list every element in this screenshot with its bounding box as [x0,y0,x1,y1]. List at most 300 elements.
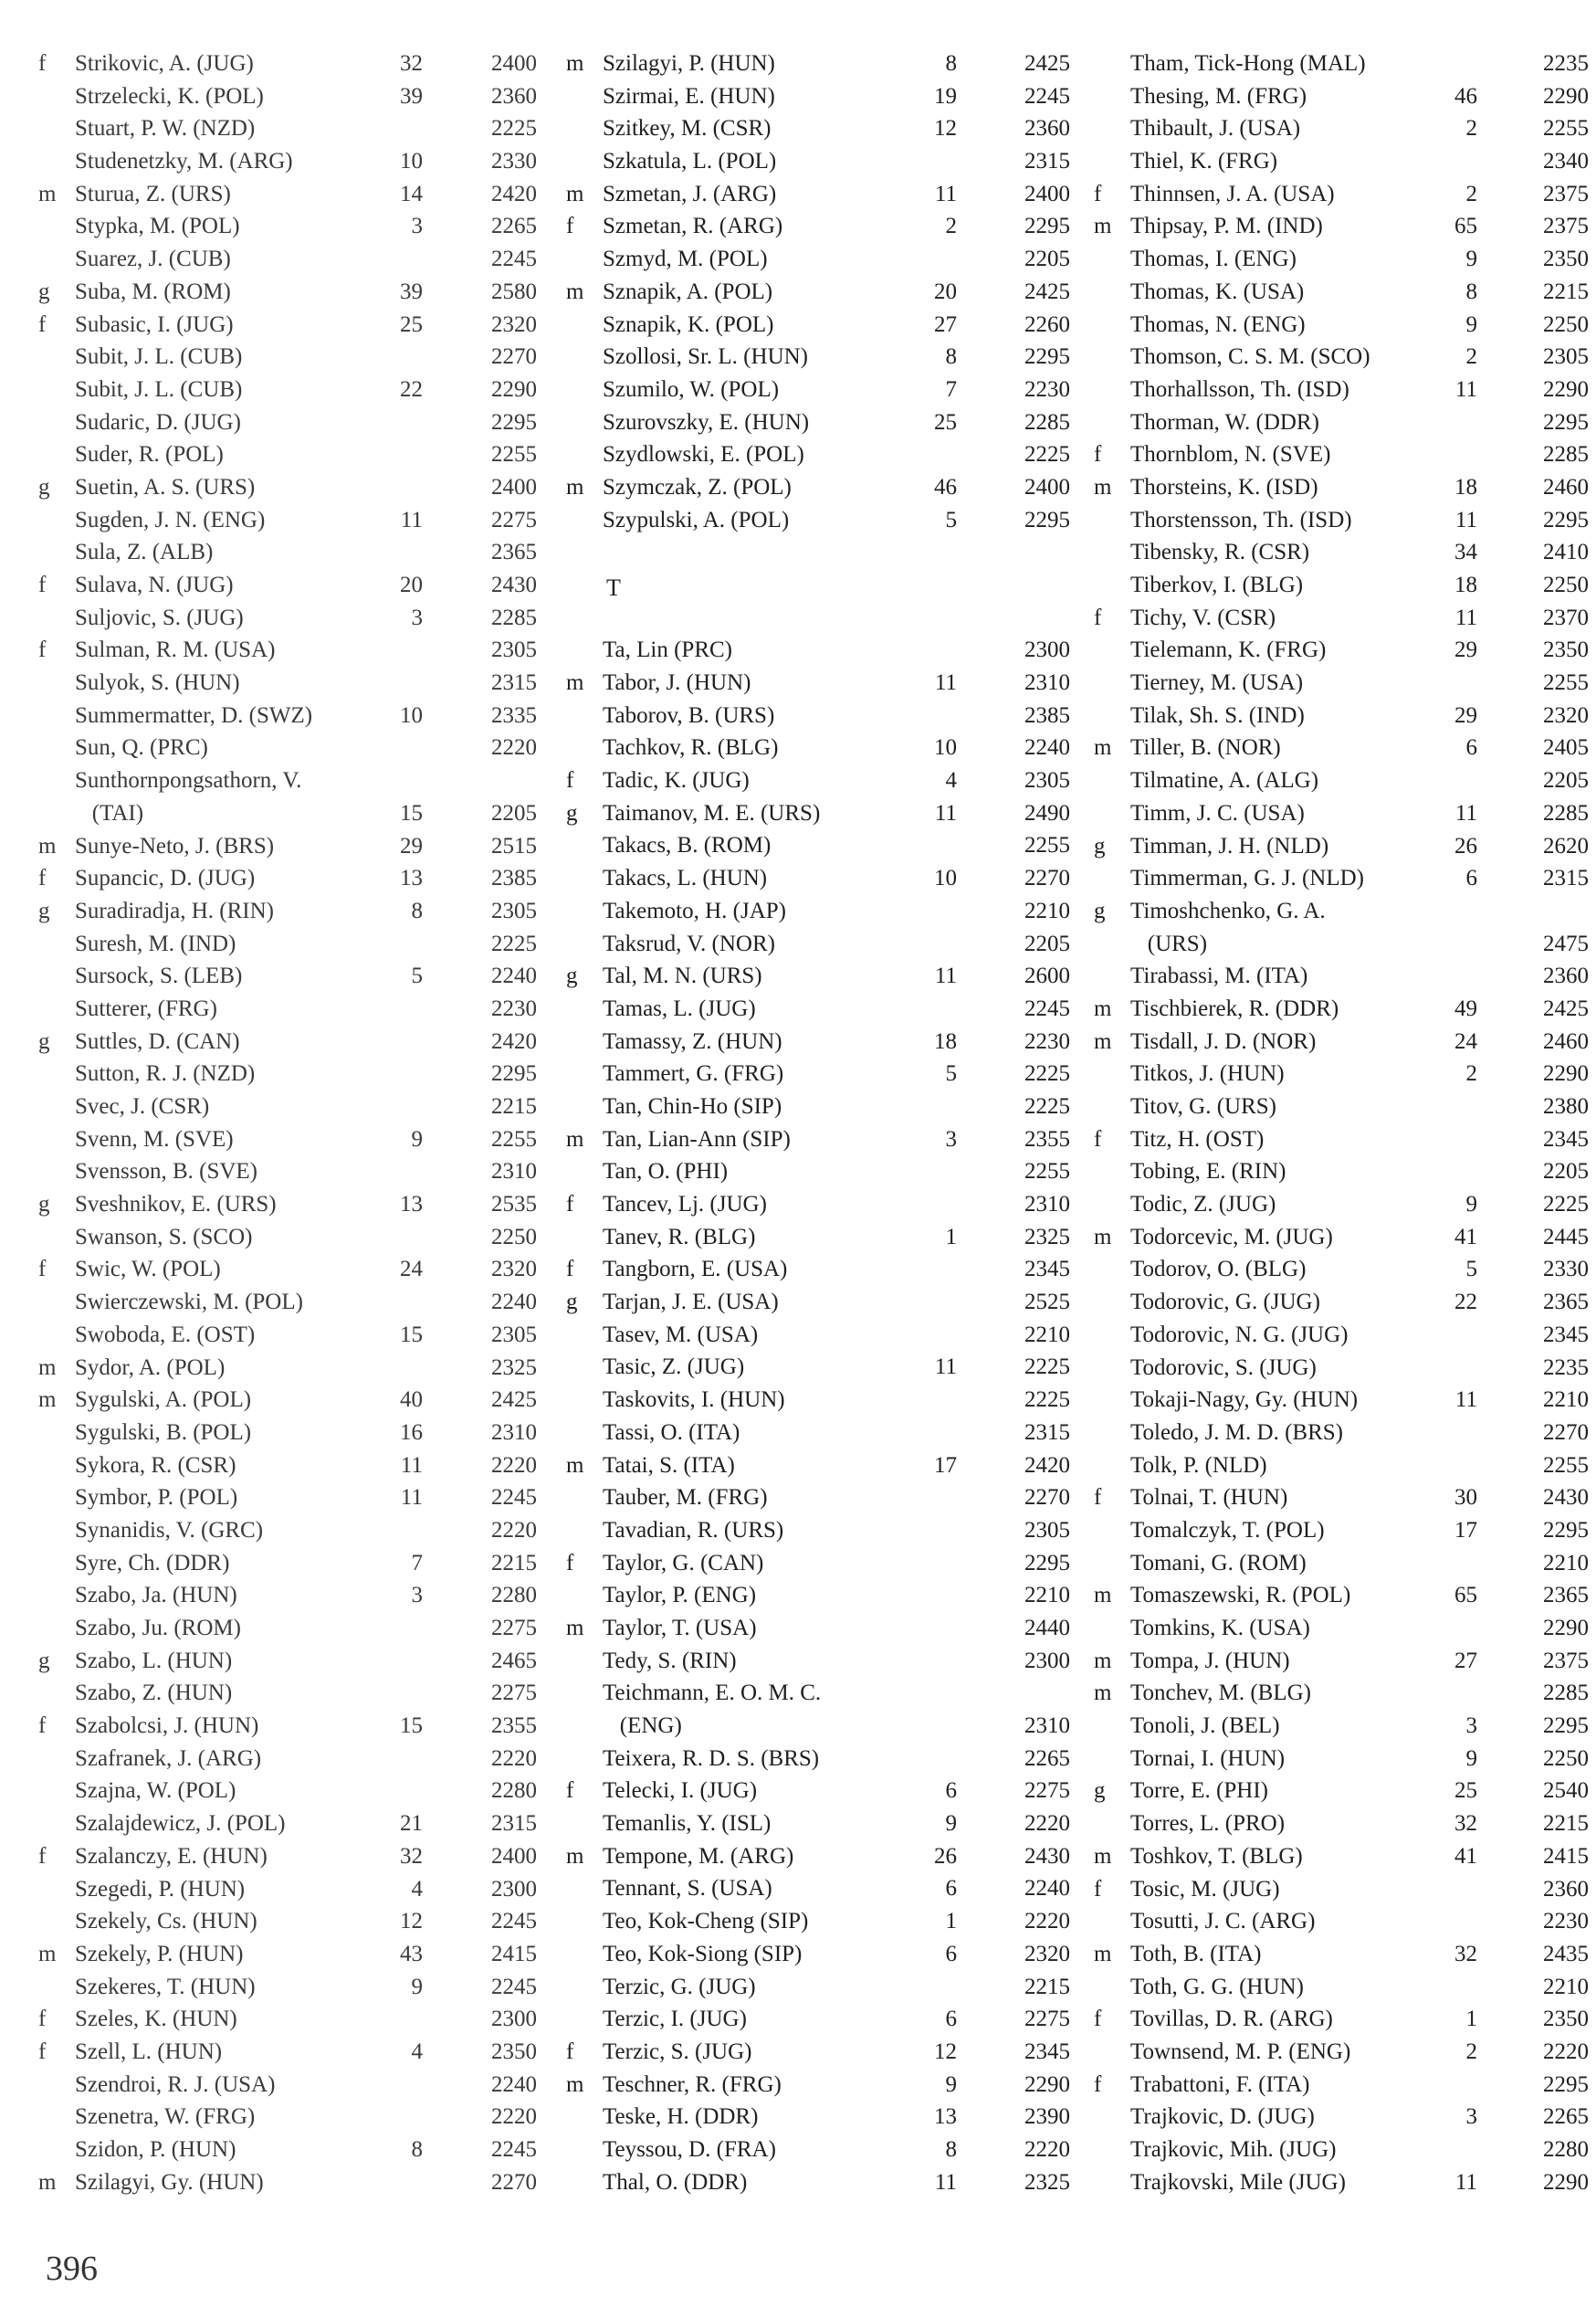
rating: 2350 [1543,2007,1589,2032]
games-count: 11 [1454,507,1477,532]
player-name: Synanidis, V. (GRC) [75,1517,264,1543]
games-count: 32 [1454,1941,1477,1966]
player-name: Subit, J. L. (CUB) [75,376,243,402]
rating: 2255 [491,1126,537,1152]
rating: 2375 [1543,181,1589,206]
player-name: Tisdall, J. D. (NOR) [1130,1028,1317,1054]
title-code: m [566,181,584,206]
rating: 2295 [491,1061,537,1087]
title-code: f [38,637,47,663]
rating: 2360 [1543,964,1589,989]
rating: 2245 [491,247,537,272]
player-name: Tichy, V. (CSR) [1130,605,1276,630]
rating: 2220 [491,735,537,761]
rating: 2220 [491,2104,537,2130]
list-item [566,2003,1070,2036]
player-name: Taksrud, V. (NOR) [603,931,775,956]
player-name: Sveshnikov, E. (URS) [75,1192,277,1217]
player-name: Tasic, Z. (JUG) [603,1354,745,1380]
list-item [566,634,1070,667]
games-count: 3 [411,214,423,239]
rating: 2420 [1024,1452,1070,1478]
player-name: Tancev, Lj. (JUG) [603,1192,767,1217]
games-count: 1 [945,1224,957,1249]
player-name: Szmetan, R. (ARG) [603,214,783,239]
list-item [38,1188,537,1221]
list-item [38,2134,537,2166]
rating: 2225 [491,931,537,956]
games-count: 2 [1465,116,1477,142]
rating: 2320 [1024,1941,1070,1966]
list-item [1094,471,1589,504]
games-count: 10 [400,702,423,728]
games-count: 24 [1454,1028,1477,1054]
player-name: Sudaric, D. (JUG) [75,409,241,435]
rating: 2360 [1543,1876,1589,1902]
player-name: Swoboda, E. (OST) [75,1322,256,1347]
list-item [1094,2134,1589,2166]
list-item [38,764,513,797]
player-name: Szekely, Cs. (HUN) [75,1909,257,1934]
games-count: 34 [1454,540,1477,565]
rating: 2210 [1543,1550,1589,1575]
list-item [38,1645,537,1678]
rating: 2220 [1543,2039,1589,2064]
title-code: m [566,279,584,304]
player-name: Sznapik, K. (POL) [603,311,774,337]
games-count: 2 [1465,1061,1477,1087]
list-item [1094,1352,1589,1385]
rating: 2415 [491,1941,537,1966]
list-item [1094,1677,1589,1710]
player-name: Szabo, Z. (HUN) [75,1681,233,1706]
player-name: Toth, B. (ITA) [1130,1941,1262,1966]
rating: 2445 [1543,1224,1589,1249]
games-count: 9 [411,1974,423,1999]
list-item [566,112,1070,145]
list-item [38,993,537,1026]
player-name: Szitkey, M. (CSR) [603,116,772,142]
games-count: 39 [400,279,423,304]
player-name: Szollosi, Sr. L. (HUN) [603,344,808,370]
games-count: 11 [1454,1387,1477,1413]
player-name: Suradiradja, H. (RIN) [75,898,274,923]
player-name: Tachkov, R. (BLG) [603,735,779,761]
rating: 2385 [491,866,537,891]
games-count: 49 [1454,996,1477,1021]
rating: 2240 [1024,1876,1070,1902]
rating: 2620 [1543,833,1589,859]
games-count: 11 [934,670,957,695]
games-count: 11 [934,800,957,826]
player-name: Suder, R. (POL) [75,442,224,468]
list-item [566,1384,1070,1417]
list-item [38,471,537,504]
rating: 2210 [1543,1974,1589,1999]
rating: 2295 [1543,1517,1589,1543]
player-name: Tirabassi, M. (ITA) [1130,964,1308,989]
title-code: f [1094,605,1102,630]
list-item [1094,1417,1589,1449]
games-count: 9 [1465,1745,1477,1771]
player-name: Szilagyi, Gy. (HUN) [75,2169,264,2195]
player-name: Tavadian, R. (URS) [603,1517,784,1543]
list-item [1094,1579,1589,1612]
rating: 2270 [1024,1485,1070,1511]
player-name: Tolnai, T. (HUN) [1130,1485,1288,1511]
list-item [1094,862,1589,895]
player-name: Terzic, S. (JUG) [603,2039,752,2064]
title-code: m [38,1354,57,1380]
list-item [1094,1775,1589,1807]
games-count: 3 [945,1126,957,1152]
player-name: Szalajdewicz, J. (POL) [75,1811,286,1837]
games-count: 10 [934,735,957,761]
games-count: 14 [400,181,423,206]
list-item [566,47,1070,80]
list-item [38,1547,537,1580]
rating: 2220 [1024,1909,1070,1934]
rating: 2320 [491,1257,537,1282]
games-count: 11 [934,2169,957,2195]
list-item [566,862,1070,895]
rating: 2525 [1024,1290,1070,1315]
list-item [38,47,537,80]
player-name: Thorman, W. (DDR) [1130,409,1319,435]
games-count: 9 [945,1811,957,1837]
list-item [566,928,1070,961]
list-item [38,536,537,569]
rating: 2255 [1543,670,1589,696]
player-name: Sturua, Z. (URS) [75,181,231,206]
list-item [566,1775,1070,1807]
rating: 2215 [1543,279,1589,304]
title-code: f [38,866,47,891]
games-count: 6 [945,1778,957,1804]
rating: 2275 [491,1616,537,1640]
rating: 2315 [491,670,537,696]
player-name: Szekely, P. (HUN) [75,1941,244,1966]
games-count: 39 [400,83,423,109]
list-item [38,1449,537,1482]
list-item [38,1579,537,1612]
list-item [566,1971,1070,2004]
rating: 2425 [1024,279,1070,304]
games-count: 8 [945,51,957,76]
player-name: Tomkins, K. (USA) [1130,1616,1310,1640]
player-name: Suarez, J. (CUB) [75,247,231,272]
list-item [1094,1710,1589,1743]
list-item [38,243,537,276]
games-count: 9 [411,1126,423,1152]
player-name: Tompa, J. (HUN) [1130,1648,1290,1673]
games-count: 6 [945,1941,957,1966]
rating: 2290 [491,376,537,402]
games-count: 41 [1454,1224,1477,1249]
rating: 2225 [1024,1093,1070,1119]
list-item [38,1873,537,1906]
list-item [1094,438,1589,471]
games-count: 27 [934,311,957,337]
player-name: Subit, J. L. (CUB) [75,344,243,370]
player-name: Sursock, S. (LEB) [75,964,243,989]
rating: 2285 [1543,800,1589,826]
list-item [38,1417,537,1449]
games-count: 15 [400,800,423,826]
rating: 2305 [1543,344,1589,370]
player-name: Tilak, Sh. S. (IND) [1130,702,1305,728]
list-item [1094,895,1569,928]
rating: 2310 [491,1419,537,1445]
title-code: g [38,1028,50,1054]
rating: 2285 [1543,1681,1589,1706]
player-name: Thorhallsson, Th. (ISD) [1130,376,1349,402]
column-2 [566,47,1070,2198]
player-name: Todorovic, S. (JUG) [1130,1354,1317,1380]
games-count: 2 [1465,2039,1477,2064]
list-item [1094,80,1589,113]
list-item [38,797,537,830]
games-count: 12 [934,116,957,142]
player-name: Szabo, L. (HUN) [75,1648,233,1673]
games-count: 6 [1465,866,1477,891]
title-code: g [566,800,578,826]
list-item [566,406,1070,439]
rating: 2265 [491,214,537,239]
list-item [38,1905,537,1938]
player-name: Tempone, M. (ARG) [603,1843,794,1869]
games-count: 11 [1454,2169,1477,2195]
title-code: f [566,1550,574,1575]
games-count: 5 [945,507,957,532]
rating: 2400 [491,51,537,76]
games-count: 24 [400,1257,423,1282]
title-code: m [1094,1224,1112,1249]
player-name: Sula, Z. (ALB) [75,540,214,565]
player-name: Toledo, J. M. D. (BRS) [1130,1419,1343,1445]
player-name: Tomani, G. (ROM) [1130,1550,1307,1575]
rating: 2205 [491,800,537,826]
rating: 2285 [1024,409,1070,435]
player-name: Tolk, P. (NLD) [1130,1452,1267,1478]
player-name: Tanev, R. (BLG) [603,1224,756,1249]
player-name: Szymczak, Z. (POL) [603,474,792,500]
list-item [1094,1058,1589,1091]
player-name: Thomas, K. (USA) [1130,279,1305,304]
list-item [38,438,537,471]
rating: 2300 [491,2007,537,2032]
player-name: Tennant, S. (USA) [603,1876,772,1902]
list-item [566,1677,1041,1710]
rating: 2270 [1543,1419,1589,1445]
rating: 2305 [491,637,537,663]
player-name: Studenetzky, M. (ARG) [75,149,293,174]
list-item [566,243,1070,276]
column-1 [38,47,537,2198]
list-item [566,829,1070,862]
list-item [38,1710,537,1743]
list-item [566,797,1070,830]
list-item [1094,1188,1589,1221]
games-count: 11 [1454,800,1477,826]
list-item [566,1286,1070,1319]
list-item [38,374,537,406]
title-code: m [38,1941,57,1966]
list-item [1094,210,1589,243]
player-name: Thipsay, P. M. (IND) [1130,214,1323,239]
rating: 2230 [491,996,537,1021]
games-count: 43 [400,1941,423,1966]
list-item [566,1417,1070,1449]
list-item [1094,764,1589,797]
player-name: Sunthornpongsathorn, V. [75,768,302,794]
rating: 2255 [491,442,537,468]
list-item [566,2166,1070,2199]
list-item [1094,374,1589,406]
games-count: 17 [934,1452,957,1478]
player-name: Tierney, M. (USA) [1130,670,1304,696]
title-code: f [38,1257,47,1282]
list-item [38,1058,537,1091]
games-count: 19 [934,83,957,109]
title-code: f [566,214,574,239]
title-code: m [38,1387,57,1413]
player-name: Teyssou, D. (FRA) [603,2136,776,2162]
list-item [566,1221,1070,1254]
player-name: Teschner, R. (FRG) [603,2071,782,2097]
title-code: g [1094,1778,1106,1804]
games-count: 41 [1454,1843,1477,1869]
rating: 2280 [491,1778,537,1804]
rating: 2245 [491,1974,537,1999]
player-name: Tobing, E. (RIN) [1130,1159,1286,1185]
player-name: Szmetan, J. (ARG) [603,181,777,206]
games-count: 3 [411,1583,423,1608]
rating: 2420 [491,1028,537,1054]
games-count: 13 [400,1192,423,1217]
rating: 2355 [491,1713,537,1739]
games-count: 29 [1454,637,1477,663]
rating: 2600 [1024,964,1070,989]
games-count: 11 [400,507,423,532]
player-name: Teixera, R. D. S. (BRS) [603,1745,820,1771]
games-count: 27 [1454,1648,1477,1673]
rating: 2405 [1543,735,1589,761]
player-name: Thorstensson, Th. (ISD) [1130,507,1352,532]
games-count: 9 [1465,1192,1477,1217]
rating: 2215 [1543,1811,1589,1837]
list-item [566,764,1070,797]
player-name: Szidon, P. (HUN) [75,2137,236,2162]
list-item [1094,1743,1589,1775]
title-code: m [38,181,57,206]
player-name: Tauber, M. (FRG) [603,1485,768,1511]
games-count: 4 [945,768,957,794]
list-item [1094,2069,1589,2102]
rating: 2305 [491,898,537,923]
player-name: Ta, Lin (PRC) [603,637,732,663]
title-code: g [38,1648,50,1673]
player-name: Timman, J. H. (NLD) [1130,833,1329,859]
games-count: 11 [934,964,957,989]
rating: 2430 [1024,1843,1070,1869]
title-code: m [566,1843,584,1869]
list-item [38,1775,537,1807]
rating: 2430 [491,573,537,597]
games-count: 13 [934,2104,957,2130]
games-count: 40 [400,1387,423,1413]
rating: 2355 [1024,1126,1070,1152]
rating: 2350 [491,2039,537,2064]
list-item [38,1123,537,1156]
list-item [38,1155,537,1188]
rating: 2410 [1543,540,1589,565]
rating: 2225 [1024,1387,1070,1413]
list-item [38,1514,537,1547]
rating: 2400 [491,1843,537,1869]
games-count: 11 [1454,605,1477,630]
player-name: Temanlis, Y. (ISL) [603,1811,772,1837]
games-count: 2 [1465,344,1477,370]
player-name: Thomson, C. S. M. (SCO) [1130,344,1370,370]
rating: 2225 [491,116,537,142]
player-name: Taskovits, I. (HUN) [603,1387,785,1413]
rating: 2205 [1024,247,1070,272]
games-count: 22 [400,376,423,402]
list-item [1094,993,1589,1026]
title-code: f [38,573,47,597]
section-letter-row [566,536,1041,634]
player-name: Tangborn, E. (USA) [603,1257,788,1282]
list-item [566,1058,1070,1091]
rating: 2270 [1024,866,1070,891]
player-name: Tan, Lian-Ann (SIP) [603,1126,791,1152]
rating: 2460 [1543,474,1589,500]
title-code: m [1094,1941,1112,1966]
list-item [1094,341,1589,374]
player-name: Tibensky, R. (CSR) [1130,540,1310,565]
rating: 2205 [1543,1159,1589,1185]
rating: 2310 [1024,1192,1070,1217]
list-item [566,2134,1070,2166]
title-code: g [38,474,50,500]
player-name: Szilagyi, P. (HUN) [603,51,775,76]
list-item [38,928,537,961]
rating: 2300 [491,1876,537,1902]
title-code: g [566,1290,578,1315]
player-name: Thesing, M. (FRG) [1130,83,1307,109]
player-name: Telecki, I. (JUG) [603,1778,758,1804]
rating: 2315 [1024,149,1070,174]
player-name: Suresh, M. (IND) [75,931,236,956]
player-name: Thibault, J. (USA) [1130,116,1301,142]
player-name: Szekeres, T. (HUN) [75,1974,256,1999]
rating: 2425 [491,1387,537,1413]
list-item [38,1612,537,1645]
list-item [566,732,1070,764]
rating: 2310 [1024,1713,1070,1738]
rating: 2340 [1543,149,1589,174]
player-name: Thorsteins, K. (ISD) [1130,474,1318,500]
list-item [1094,960,1589,993]
player-name: Szenetra, W. (FRG) [75,2104,256,2130]
rating: 2205 [1543,768,1589,794]
rating: 2390 [1024,2104,1070,2130]
games-count: 9 [945,2071,957,2097]
games-count: 20 [400,573,423,597]
title-code: m [1094,1843,1112,1869]
rating: 2475 [1543,931,1589,956]
